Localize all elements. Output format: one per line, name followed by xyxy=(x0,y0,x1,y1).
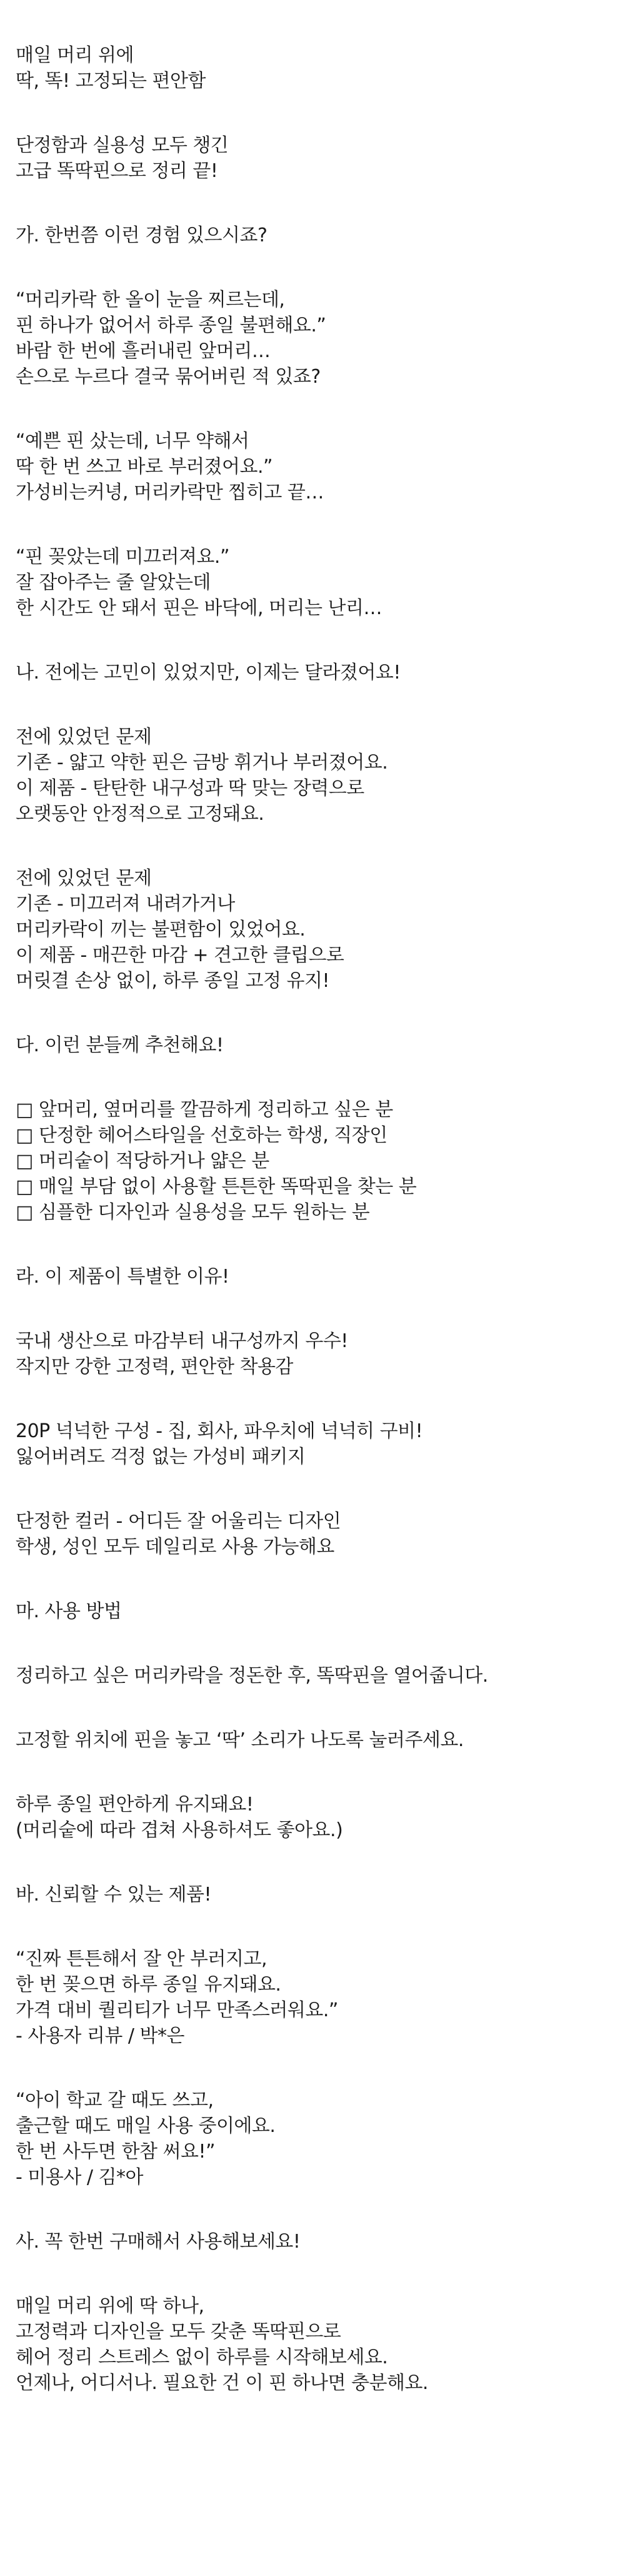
text-line: □ 매일 부담 없이 사용할 튼튼한 똑딱핀을 찾는 분 xyxy=(16,1176,417,1198)
text-paragraph xyxy=(16,2293,625,2396)
text-line: 매일 머리 위에 딱 하나, xyxy=(16,2295,204,2317)
text-paragraph xyxy=(16,2088,625,2190)
text-line: 한 번 꽂으면 하루 종일 유지돼요. xyxy=(16,1974,281,1996)
text-line: “머리카락 한 올이 눈을 찌르는데, xyxy=(16,289,285,311)
text-line: “핀 꽂았는데 미끄러져요.” xyxy=(16,546,229,568)
text-paragraph xyxy=(16,1792,625,1843)
text-line: 바. 신뢰할 수 있는 제품! xyxy=(16,1884,212,1906)
text-paragraph xyxy=(16,1946,625,2049)
text-paragraph xyxy=(16,428,625,505)
text-line: 잃어버려도 걱정 없는 가성비 패키지 xyxy=(16,1446,306,1468)
text-paragraph xyxy=(16,43,625,94)
text-line: “예쁜 핀 샀는데, 너무 약해서 xyxy=(16,430,249,452)
text-line: 언제나, 어디서나. 필요한 건 이 핀 하나면 충분해요. xyxy=(16,2372,428,2394)
text-paragraph xyxy=(16,1663,625,1689)
text-line: □ 단정한 헤어스타일을 선호하는 학생, 직장인 xyxy=(16,1124,388,1146)
text-line: 바람 한 번에 흘러내린 앞머리… xyxy=(16,340,271,362)
text-line: 고급 똑딱핀으로 정리 끝! xyxy=(16,160,218,182)
text-line: 손으로 누르다 결국 묶어버린 적 있죠? xyxy=(16,366,321,388)
text-line: 전에 있었던 문제 xyxy=(16,726,152,748)
text-paragraph xyxy=(16,1033,625,1058)
text-line: 마. 사용 방법 xyxy=(16,1600,122,1622)
text-paragraph xyxy=(16,287,625,390)
text-paragraph xyxy=(16,1727,625,1753)
text-line: 가성비는커녕, 머리카락만 찝히고 끝… xyxy=(16,482,324,503)
text-line: - 사용자 리뷰 / 박*은 xyxy=(16,2025,184,2047)
text-line: 헤어 정리 스트레스 없이 하루를 시작해보세요. xyxy=(16,2346,388,2368)
text-line: 고정할 위치에 핀을 놓고 ‘딱’ 소리가 나도록 눌러주세요. xyxy=(16,1729,464,1751)
text-line: 다. 이런 분들께 추천해요! xyxy=(16,1034,224,1056)
text-line: 이 제품 - 탄탄한 내구성과 딱 맞는 장력으로 xyxy=(16,777,364,799)
text-line: 출근할 때도 매일 사용 중이에요. xyxy=(16,2115,276,2137)
text-line: 오랫동안 안정적으로 고정돼요. xyxy=(16,803,264,825)
text-line: 작지만 강한 고정력, 편안한 착용감 xyxy=(16,1356,293,1378)
text-paragraph xyxy=(16,1882,625,1907)
text-line: 20P 넉넉한 구성 - 집, 회사, 파우치에 넉넉히 구비! xyxy=(16,1420,423,1442)
text-paragraph xyxy=(16,724,625,827)
text-line: 머릿결 손상 없이, 하루 종일 고정 유지! xyxy=(16,970,329,992)
text-paragraph xyxy=(16,1328,625,1380)
text-line: □ 심플한 디자인과 실용성을 모두 원하는 분 xyxy=(16,1201,370,1223)
text-line: 학생, 성인 모두 데일리로 사용 가능해요 xyxy=(16,1536,334,1558)
text-paragraph xyxy=(16,1599,625,1624)
text-paragraph xyxy=(16,866,625,994)
text-line: - 미용사 / 김*아 xyxy=(16,2166,143,2188)
text-line: 사. 꼭 한번 구매해서 사용해보세요! xyxy=(16,2231,301,2253)
text-line: 국내 생산으로 마감부터 내구성까지 우수! xyxy=(16,1330,348,1352)
text-line: 단정한 컬러 - 어디든 잘 어울리는 디자인 xyxy=(16,1510,341,1532)
text-line: 기존 - 미끄러져 내려가거나 xyxy=(16,893,235,915)
text-line: 기존 - 얇고 약한 핀은 금방 휘거나 부러졌어요. xyxy=(16,752,388,774)
text-line: 전에 있었던 문제 xyxy=(16,867,152,889)
text-paragraph xyxy=(16,2229,625,2255)
text-line: 라. 이 제품이 특별한 이유! xyxy=(16,1266,229,1288)
text-line: 가. 한번쯤 이런 경험 있으시죠? xyxy=(16,225,268,246)
text-paragraph xyxy=(16,1508,625,1560)
text-paragraph xyxy=(16,544,625,621)
text-line: 핀 하나가 없어서 하루 종일 불편해요.” xyxy=(16,315,326,336)
text-line: 이 제품 - 매끈한 마감 + 견고한 클립으로 xyxy=(16,944,344,966)
text-line: 딱, 똑! 고정되는 편안함 xyxy=(16,70,206,92)
text-line: □ 앞머리, 옆머리를 깔끔하게 정리하고 싶은 분 xyxy=(16,1099,393,1121)
text-paragraph xyxy=(16,223,625,248)
text-paragraph xyxy=(16,1418,625,1470)
text-paragraph xyxy=(16,133,625,184)
text-paragraph xyxy=(16,660,625,685)
text-line: 단정함과 실용성 모두 챙긴 xyxy=(16,134,229,156)
text-line: 머리카락이 끼는 불편함이 있었어요. xyxy=(16,919,306,941)
text-line: 하루 종일 편안하게 유지돼요! xyxy=(16,1794,254,1816)
text-line: 매일 머리 위에 xyxy=(16,44,134,66)
text-line: “진짜 튼튼해서 잘 안 부러지고, xyxy=(16,1948,267,1970)
text-line: (머리숱에 따라 겹쳐 사용하셔도 좋아요.) xyxy=(16,1819,343,1841)
text-line: “아이 학교 갈 때도 쓰고, xyxy=(16,2089,214,2111)
text-line: 가격 대비 퀄리티가 너무 만족스러워요.” xyxy=(16,1999,338,2021)
text-line: □ 머리숱이 적당하거나 얇은 분 xyxy=(16,1150,269,1172)
text-line: 나. 전에는 고민이 있었지만, 이제는 달라졌어요! xyxy=(16,662,401,684)
text-line: 정리하고 싶은 머리카락을 정돈한 후, 똑딱핀을 열어줍니다. xyxy=(16,1665,488,1687)
text-line: 한 시간도 안 돼서 핀은 바닥에, 머리는 난리… xyxy=(16,597,382,619)
text-line: 한 번 사두면 한참 써요!” xyxy=(16,2141,216,2163)
text-paragraph xyxy=(16,1264,625,1290)
text-line: 잘 잡아주는 줄 알았는데 xyxy=(16,572,211,593)
text-line: 딱 한 번 쓰고 바로 부러졌어요.” xyxy=(16,456,273,478)
text-paragraph xyxy=(16,1097,625,1225)
text-line: 고정력과 디자인을 모두 갖춘 똑딱핀으로 xyxy=(16,2321,341,2343)
